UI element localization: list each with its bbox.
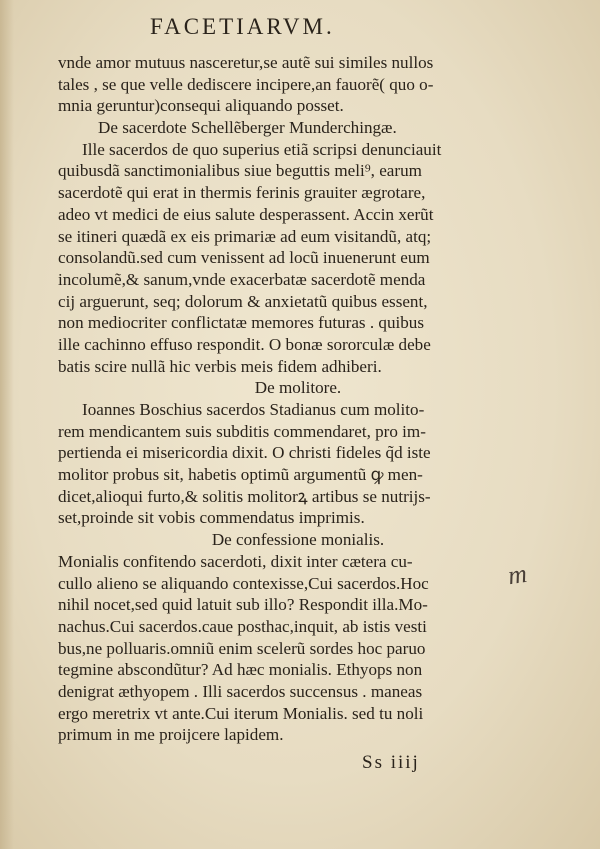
text-line: Ille sacerdos de quo superius etiã scripsi denunciauit (82, 139, 442, 159)
page-edge-shadow (0, 0, 14, 849)
text-line: ergo meretrix vt ante.Cui iterum Monialis. sed tu noli (58, 703, 424, 723)
text-line: se itineri quædã ex eis primariæ ad eum visitandũ, atq; (58, 226, 432, 246)
text-line: molitor probus sit, habetis optimũ argumentũ ꝙ men- (58, 465, 423, 485)
section-heading: De molitore. (254, 378, 342, 398)
text-line: tegmine abscondũtur? Ad hæc monialis. Ethyops non (58, 660, 423, 680)
text-line: Ioannes Boschius sacerdos Stadianus cum molito- (82, 400, 425, 419)
text-line: cullo alieno se aliquando contexisse,Cui sacerdos.Hoc (58, 573, 429, 593)
text-line: sacerdotẽ qui erat in thermis ferinis grauiter ægrotare, (58, 183, 426, 203)
running-title: FACETIARVM. (150, 14, 335, 39)
text-line: nachus.Cui sacerdos.caue posthac,inquit, ab istis vesti (58, 616, 427, 636)
text-line: cij arguerunt, seq; dolorum & anxietatũ quibus essent, (58, 291, 428, 311)
handwritten-margin-note: m (506, 558, 529, 591)
text-line: rem mendicantem suis subditis commendaret, pro im- (58, 421, 426, 441)
text-line: dicet,alioqui furto,& solitis molitorꝝ artibus se nutrijs- (58, 486, 431, 506)
text-line: Monialis confitendo sacerdoti, dixit inter cætera cu- (58, 551, 413, 571)
text-line: ille cachinno effuso respondit. O bonæ sororculæ debe (58, 334, 431, 354)
text-line: mnia geruntur)consequi aliquando posset. (58, 96, 344, 116)
text-line: vnde amor mutuus nasceretur,se autẽ sui similes nullos (58, 53, 434, 72)
section-heading: De sacerdote Schellẽberger Munderchingæ. (98, 118, 397, 138)
text-line: nihil nocet,sed quid latuit sub illo? Respondit illa.Mo- (58, 595, 428, 615)
section-heading: De confessione monialis. (211, 530, 385, 550)
text-line: denigrat æthyopem . Illi sacerdos succensus . maneas (58, 681, 423, 701)
text-line: adeo vt medici de eius salute desperassent. Accin xerũt (58, 204, 434, 224)
text-line: bus,ne polluaris.omniũ enim scelerũ sordes hoc paruo (58, 638, 426, 658)
text-line: quibusdã sanctimonialibus siue beguttis meli⁹, earum (58, 161, 422, 181)
text-line: pertienda ei misericordia dixit. O christi fideles q̃d iste (58, 443, 431, 463)
text-line: incolumẽ,& sanum,vnde exacerbatæ sacerdotẽ menda (58, 269, 426, 289)
text-line: set,proinde sit vobis commendatus imprimis. (58, 508, 365, 528)
text-block (58, 52, 508, 746)
text-line: tales , se que velle dediscere incipere,an fauorẽ( quo o- (58, 74, 434, 94)
text-line: consolandũ.sed cum venissent ad locũ inuenerunt eum (58, 248, 430, 268)
signature-mark: Ss iiij (362, 752, 420, 773)
text-line: batis scire nullã hic verbis meis fidem adhiberi. (58, 356, 382, 376)
text-line: primum in me proijcere lapidem. (58, 725, 284, 745)
text-line: non mediocriter conflictatæ memores futuras . quibus (58, 313, 424, 333)
